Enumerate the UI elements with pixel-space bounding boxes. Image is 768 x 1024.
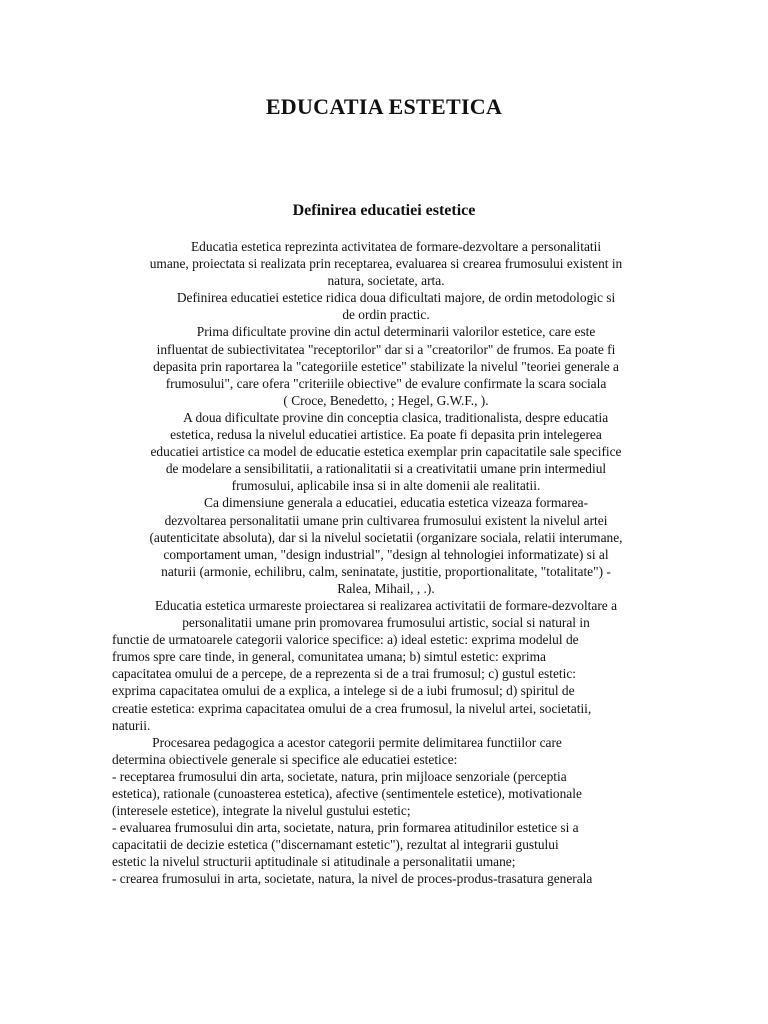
text-line: personalitatii umane prin promovarea frumosului artistic, social si natural in [182,615,590,631]
text-line: estetica), rationale (cunoasterea estetica), afective (sentimentele estetice), motivationale [112,786,582,801]
text-line: estetica, redusa la nivelul educatiei artistice. Ea poate fi depasita prin intelegerea [170,427,602,443]
text-line: - crearea frumosului in arta, societate, natura, la nivel de proces-produs-trasatura generala [112,871,593,887]
text-line: Educatia estetica reprezinta activitatea de formare-dezvoltare a personalitatii [170,239,602,254]
text-line: de ordin practic. [342,307,430,323]
text-line: Educatia estetica urmareste proiectarea si realizarea activitatii de formare-dezvoltare a [154,597,618,613]
text-line: frumosului", care ofera "criteriile obiective" de evalure confirmate la scara sociala [165,375,607,391]
document-title: EDUCATIA ESTETICA [265,94,503,119]
text-line: Prima dificultate provine din actul determinarii valorilor estetice, care este [176,324,596,340]
text-line: estetic la nivelul structurii aptitudinale si atitudinale a personalitatii umane; [112,854,516,870]
text-line: - evaluarea frumosului din arta, societate, natura, prin formarea atitudinilor estetice si a [112,820,579,836]
text-line: creatie estetica: exprima capacitatea omului de a crea frumosul, la nivelul artei, societatii, [112,700,592,716]
text-line: Ralea, Mihail, , .). [337,580,435,596]
text-line: naturii. [112,717,151,733]
text-line: capacitatii de decizie estetica ("discernamant estetic"), rezultat al integrarii gustului [112,837,559,853]
text-line: educatiei artistice ca model de educatie estetica exemplar prin capacitatile sale specifice [150,444,622,460]
text-line: capacitatea omului de a percepe, de a reprezenta si de a trai frumosul; c) gustul estetic: [112,666,576,682]
text-line: determina obiectivele generale si specifice ale educatiei estetice: [112,751,458,767]
text-line: naturii (armonie, echilibru, calm, seninatate, justitie, proportionalitate, "totalitate") - [161,563,611,579]
text-line: Procesarea pedagogica a acestor categorii permite delimitarea functiilor care [112,734,562,750]
text-line: exprima capacitatea omului de a explica, a intelege si de a iubi frumosul; d) spiritul de [112,683,575,699]
document-body [112,238,660,888]
text-line: umane, proiectata si realizata prin receptarea, evaluarea si crearea frumosului existent in [149,256,623,272]
text-line: functie de urmatoarele categorii valorice specifice: a) ideal estetic: exprima modelul de [112,632,579,648]
text-line: frumos spre care tinde, in general, comunitatea umana; b) simtul estetic: exprima [112,649,546,665]
text-line: ( Croce, Benedetto, ; Hegel, G.W.F., ). [283,392,489,408]
section-heading: Definirea educatiei estetice [292,202,476,219]
text-line: comportament uman, "design industrial", "design al tehnologiei informatizate) si al [163,546,609,562]
text-line: de modelare a sensibilitatii, a rationalitatii si a creativitatii umane prin intermediul [165,461,607,477]
text-line: (autenticitate absoluta), dar si la nivelul societatii (organizare sociala, relatii interumane, [149,529,623,545]
text-line: Definirea educatiei estetice ridica doua dificultati majore, de ordin metodologic si [156,290,616,306]
text-line: natura, societate, arta. [327,273,445,289]
text-line: frumosului, aplicabile insa si in alte domenii ale realitatii. [231,478,541,494]
text-line: A doua dificultate provine din conceptia clasica, traditionalista, despre educatia [163,409,609,425]
text-line: dezvoltarea personalitatii umane prin cultivarea frumosului existent la nivelul artei [164,512,608,528]
text-line: - receptarea frumosului din arta, societate, natura, prin mijloace senzoriale (perceptia [112,768,567,784]
text-line: influentat de subiectivitatea "receptorilor" dar si a "creatorilor" de frumos. Ea poate fi [156,341,616,357]
text-line: depasita prin raportarea la "categoriile estetice" stabilizate la nivelul "teoriei generale a [153,358,619,374]
text-line: Ca dimensiune generala a educatiei, educatia estetica vizeaza formarea- [183,495,589,511]
text-line: (interesele estetice), integrate la nivelul gustului estetic; [112,803,411,819]
